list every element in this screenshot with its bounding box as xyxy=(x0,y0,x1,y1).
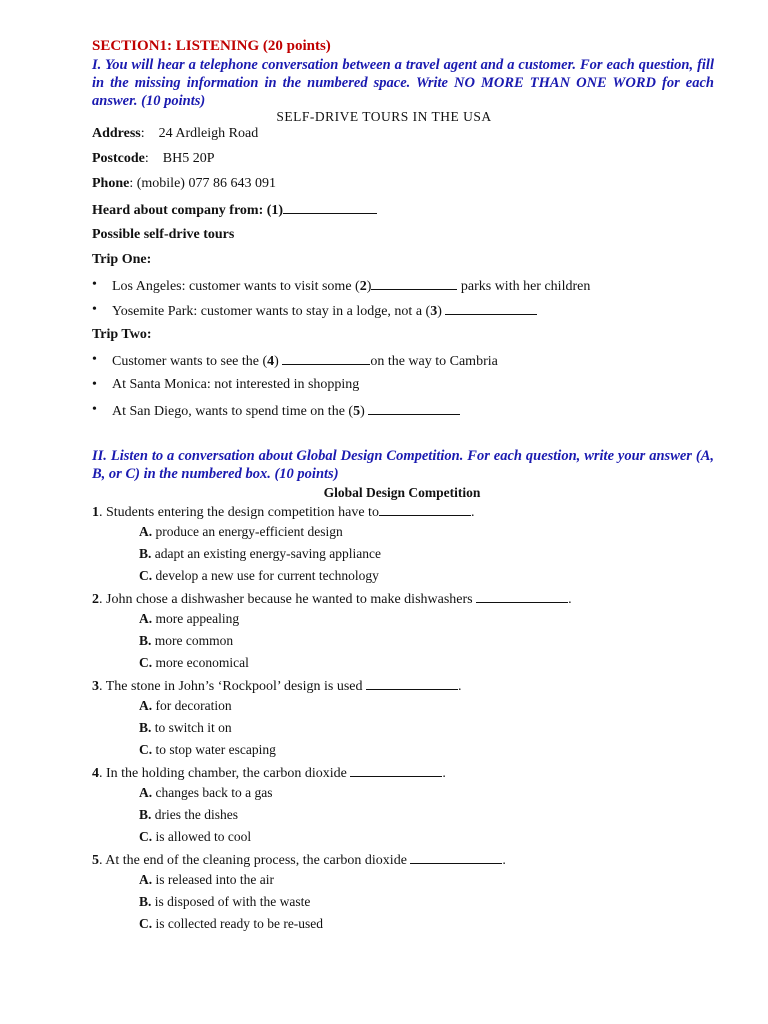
section-heading: SECTION1: LISTENING (20 points) xyxy=(92,38,331,54)
address-label: Address xyxy=(92,126,141,141)
part2-instruction: II. Listen to a conversation about Global Design Competition. For each question, write your answer (A, B, or C) in the numbered box. (10 points) xyxy=(92,448,714,482)
trip-one-heading: Trip One: xyxy=(92,252,152,267)
option-c[interactable]: C. is allowed to cool xyxy=(139,829,252,844)
answer-blank-q5[interactable] xyxy=(410,851,502,864)
list-item: • At Santa Monica: not interested in shopping xyxy=(92,377,360,392)
answer-blank-q2[interactable] xyxy=(476,590,568,603)
bullet-icon: • xyxy=(92,402,97,417)
heard-about-label: Heard about company from: xyxy=(92,203,267,218)
question-number: 5 xyxy=(92,853,99,868)
answer-blank-5[interactable] xyxy=(368,402,460,415)
list-item: • Customer wants to see the (4) on the way to Cambria xyxy=(92,352,498,369)
trip-two-heading: Trip Two: xyxy=(92,327,152,342)
bullet-icon: • xyxy=(92,302,97,317)
question-1: 1. Students entering the design competition have to . xyxy=(92,505,475,520)
option-a[interactable]: A. produce an energy-efficient design xyxy=(139,524,343,539)
answer-blank-q4[interactable] xyxy=(350,764,442,777)
question-4: 4. In the holding chamber, the carbon dioxide . xyxy=(92,766,446,781)
part1-title: SELF-DRIVE TOURS IN THE USA xyxy=(276,109,492,124)
phone-row xyxy=(92,176,276,192)
answer-blank-2[interactable] xyxy=(371,277,457,290)
address-row xyxy=(92,126,258,142)
phone-value: : (mobile) 077 86 643 091 xyxy=(129,176,276,191)
option-a[interactable]: A. more appealing xyxy=(139,611,240,626)
option-c[interactable]: C. is collected ready to be re-used xyxy=(139,916,324,931)
postcode-row xyxy=(92,151,215,167)
answer-blank-1[interactable] xyxy=(283,201,377,214)
option-c[interactable]: C. to stop water escaping xyxy=(139,742,276,757)
option-b[interactable]: B. adapt an existing energy-saving appliance xyxy=(139,546,381,561)
bullet-icon: • xyxy=(92,352,97,367)
question-5: 5. At the end of the cleaning process, the carbon dioxide . xyxy=(92,853,506,868)
option-a[interactable]: A. changes back to a gas xyxy=(139,785,273,800)
phone-label: Phone xyxy=(92,176,130,191)
answer-blank-q3[interactable] xyxy=(366,677,458,690)
question-number: 4 xyxy=(92,766,99,781)
answer-blank-4[interactable] xyxy=(282,352,370,365)
question-2: 2. John chose a dishwasher because he wanted to make dishwashers . xyxy=(92,592,572,607)
option-b[interactable]: B. dries the dishes xyxy=(139,807,239,822)
option-b[interactable]: B. to switch it on xyxy=(139,720,232,735)
address-value: : 24 Ardleigh Road xyxy=(140,126,259,141)
part1-instruction: I. You will hear a telephone conversation between a travel agent and a customer. For each question, fill in the missing information in the numbered space. Write NO MORE THAN ONE WORD for each answer. (10 points) xyxy=(92,57,714,109)
heard-about-row: Heard about company from: (1) xyxy=(92,201,377,219)
question-number: 2 xyxy=(92,592,99,607)
question-number: 1 xyxy=(92,505,99,520)
question-number: 3 xyxy=(92,679,99,694)
option-a[interactable]: A. is released into the air xyxy=(139,872,274,887)
answer-number-3: 3 xyxy=(430,304,438,319)
option-a[interactable]: A. for decoration xyxy=(139,698,232,713)
answer-number-1: 1 xyxy=(271,203,279,218)
answer-number-2: 2 xyxy=(359,279,367,294)
question-3: 3. The stone in John’s ‘Rockpool’ design is used . xyxy=(92,679,462,694)
postcode-label: Postcode xyxy=(92,151,145,166)
answer-blank-3[interactable] xyxy=(445,302,537,315)
answer-number-4: 4 xyxy=(267,354,275,369)
bullet-icon: • xyxy=(92,377,97,392)
option-c[interactable]: C. develop a new use for current technology xyxy=(139,568,379,583)
list-item: • At San Diego, wants to spend time on the (5) xyxy=(92,402,97,418)
option-c[interactable]: C. more economical xyxy=(139,655,249,670)
answer-blank-q1[interactable] xyxy=(379,503,471,516)
option-b[interactable]: B. is disposed of with the waste xyxy=(139,894,311,909)
answer-number-5: 5 xyxy=(353,404,361,419)
part2-title: Global Design Competition xyxy=(323,485,481,500)
postcode-value: : BH5 20P xyxy=(144,151,215,166)
possible-tours-heading: Possible self-drive tours xyxy=(92,227,235,242)
option-b[interactable]: B. more common xyxy=(139,633,234,648)
bullet-icon: • xyxy=(92,277,97,292)
list-item: • Los Angeles: customer wants to visit some (2) parks with her children xyxy=(92,277,591,294)
list-item: • Yosemite Park: customer wants to stay in a lodge, not a (3) xyxy=(92,302,97,318)
